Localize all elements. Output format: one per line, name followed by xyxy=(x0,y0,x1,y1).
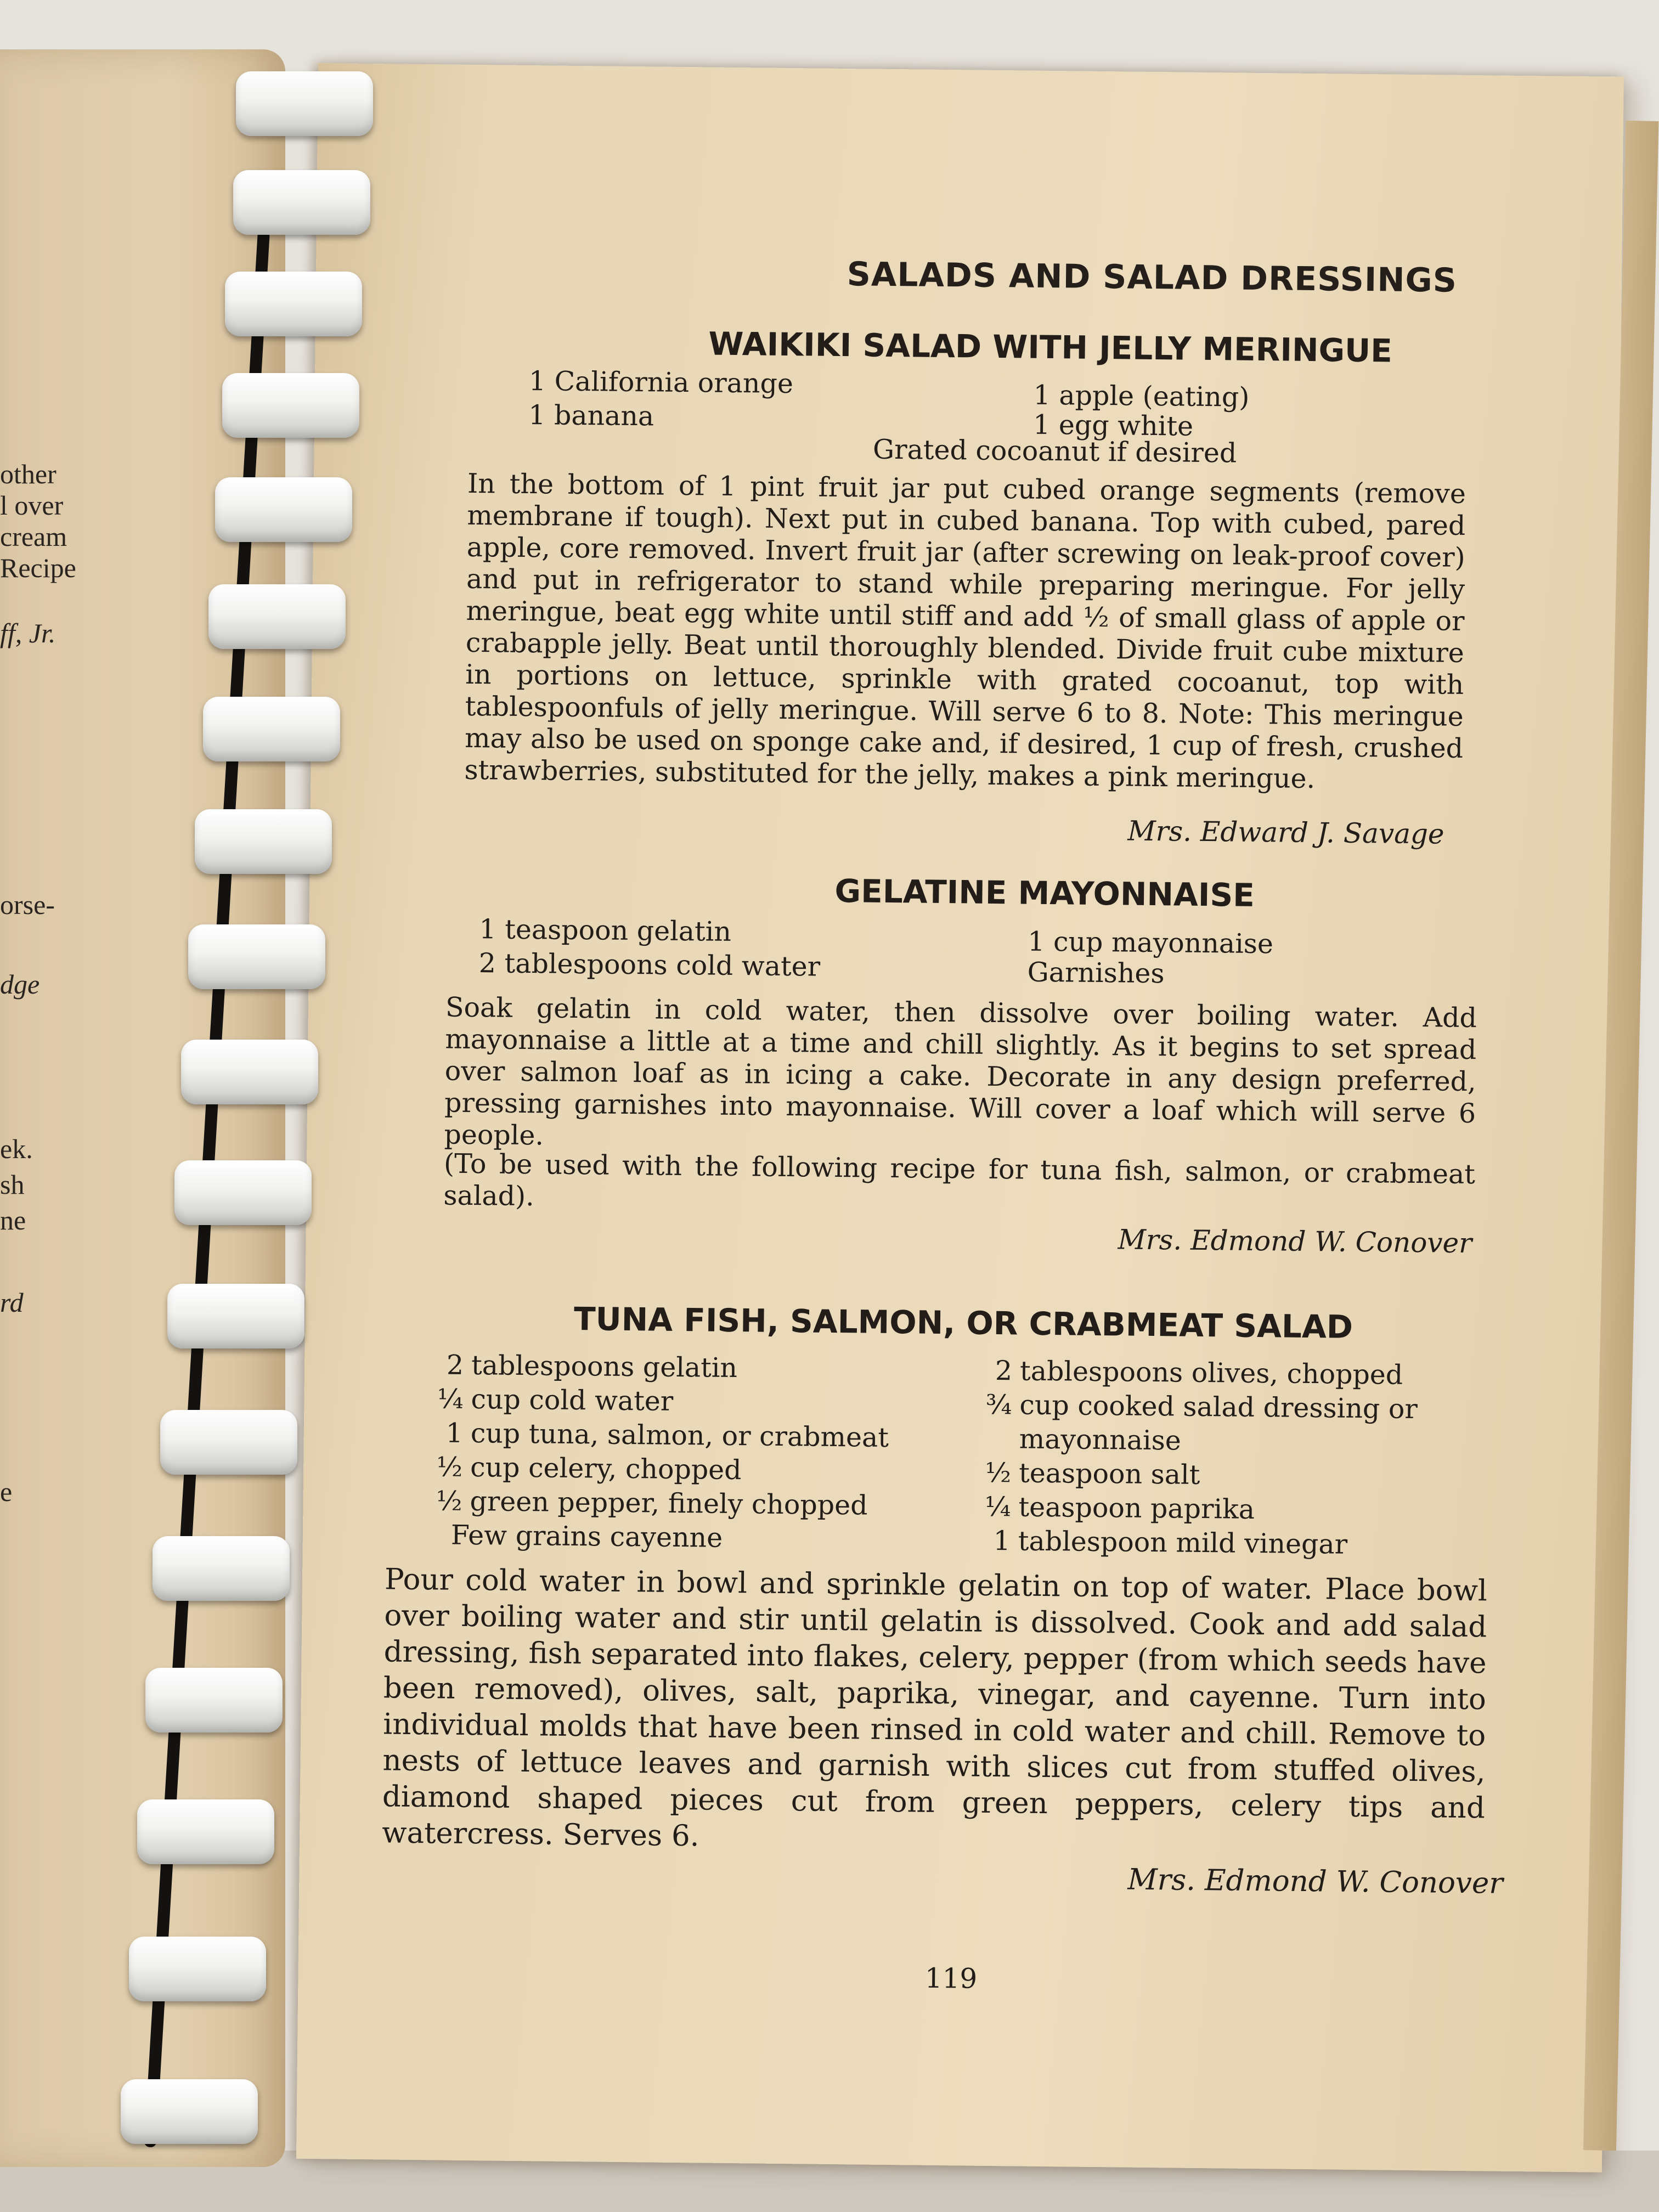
left-fragment-1: other xyxy=(0,459,57,489)
ingredients-right-gelatine xyxy=(1027,927,1273,991)
ingredient-qty: ¾ xyxy=(985,1389,1012,1421)
section-header: SALADS AND SALAD DRESSINGS xyxy=(847,255,1458,300)
ingredient-qty: ¼ xyxy=(437,1383,464,1415)
ingredients-left-gelatine xyxy=(479,912,821,984)
ingredient-qty: ½ xyxy=(436,1451,463,1483)
ingredient-line xyxy=(414,1416,889,1455)
directions-waikiki: In the bottom of 1 pint fruit jar put cubed orange segments (remove membrane if tough). Next put in cubed banana. Top with cubed, pared apple, core removed. Invert fruit jar (after screwing on leak-proof cover) and put in refrigerator to stand while preparing meringue. For jelly meringue, beat egg white until stiff and add ½ of small glass of apple or crabapple jelly. Beat until thoroughly blended. Divide fruit cube mixture in portions on lettuce, sprinkle with grated cocoanut, top with tablespoonfuls of jelly meringue. Will serve 6 to 8. Note: This meringue may also be used on sponge cake and, if desired, 1 cup of fresh, crushed strawberries, substituted for the jelly, makes a pink meringue. xyxy=(464,467,1466,795)
ingredient-line xyxy=(950,1523,1417,1562)
author-tuna: Mrs. Edmond W. Conover xyxy=(1127,1863,1503,1900)
note-gelatine: (To be used with the following recipe for tuna fish, salmon, or crabmeat salad). xyxy=(443,1148,1476,1212)
ingredient-line: 1 apple (eating) xyxy=(1033,379,1250,413)
ingredient-qty: 2 xyxy=(995,1355,1013,1387)
ingredient-item: tablespoons olives, chopped xyxy=(1019,1355,1403,1391)
page-number: 119 xyxy=(924,1962,978,1995)
ingredient-qty: ½ xyxy=(436,1485,462,1517)
ingredient-item: cup tuna, salmon, or crabmeat xyxy=(470,1418,889,1454)
ingredient-optional-waikiki: Grated cocoanut if desired xyxy=(872,433,1237,469)
ingredient-item: cup cooked salad dressing or xyxy=(1019,1389,1418,1425)
ingredient-line xyxy=(414,1382,889,1421)
ingredients-left-tuna xyxy=(413,1348,890,1557)
ingredient-item: cup celery, chopped xyxy=(470,1452,742,1486)
directions-tuna: Pour cold water in bowl and sprinkle gelatin on top of water. Place bowl over boiling water and stir until gelatin is dissolved. Cook and add salad dressing, fish separated into flakes, celery, pepper (from which seeds have been removed), olives, salt, paprika, vinegar, and cayenne. Turn into individual molds that have been rinsed in cold water and chill. Remove to nests of lettuce leaves and garnish with slices cut from stuffed olives, diamond shaped pieces cut from green peppers, celery tips and watercress. Serves 6. xyxy=(381,1562,1488,1853)
ingredient-item: teaspoon paprika xyxy=(1018,1491,1255,1526)
ingredients-right-waikiki xyxy=(1033,381,1250,442)
ingredient-item: mayonnaise xyxy=(1019,1423,1182,1457)
ingredient-line: 1 egg white xyxy=(1032,409,1194,442)
left-fragment-8: ek. xyxy=(0,1133,33,1164)
ingredient-line xyxy=(952,1353,1418,1392)
ingredient-item: tablespoon mild vinegar xyxy=(1018,1525,1348,1560)
ingredients-left-waikiki xyxy=(528,364,793,435)
author-gelatine: Mrs. Edmond W. Conover xyxy=(1118,1223,1472,1260)
left-fragment-3: cream xyxy=(0,521,67,552)
ingredient-line xyxy=(413,1450,889,1489)
ingredient-item: Few grains cayenne xyxy=(450,1519,723,1554)
ingredient-qty: 2 xyxy=(446,1349,464,1381)
left-page xyxy=(0,49,285,2167)
ingredient-line: 1 banana xyxy=(528,399,654,432)
ingredients-right-tuna xyxy=(950,1353,1418,1562)
ingredient-line xyxy=(951,1387,1418,1426)
ingredient-line xyxy=(950,1489,1417,1528)
ingredient-qty xyxy=(951,1421,1019,1456)
left-fragment-11: rd xyxy=(0,1287,24,1318)
left-fragment-2: l over xyxy=(0,490,64,521)
ingredient-line: 1 teaspoon gelatin xyxy=(479,913,732,947)
right-page xyxy=(296,63,1624,2172)
left-fragment-9: sh xyxy=(0,1169,25,1200)
ingredient-item: green pepper, finely chopped xyxy=(470,1486,868,1521)
directions-gelatine: Soak gelatin in cold water, then dissolve over boiling water. Add mayonnaise a little at a time and chill slightly. As it begins to set spread over salmon loaf as in icing a cake. Decorate in any design preferred, pressing garnishes into mayonnaise. Will cover a loaf which will serve 6 people. xyxy=(444,991,1477,1152)
left-page-text-fragments xyxy=(0,49,285,2167)
ingredient-line: 1 California orange xyxy=(528,365,794,400)
recipe-title-gelatine-mayonnaise: GELATINE MAYONNAISE xyxy=(834,872,1255,914)
ingredient-line: 2 tablespoons cold water xyxy=(478,947,821,983)
left-fragment-4: Recipe xyxy=(0,552,76,583)
left-fragment-10: ne xyxy=(0,1205,26,1235)
ingredient-qty: 1 xyxy=(993,1525,1011,1557)
left-fragment-5: ff, Jr. xyxy=(0,618,56,648)
ingredient-line: 1 cup mayonnaise xyxy=(1028,926,1274,960)
ingredient-line xyxy=(413,1484,888,1523)
ingredient-item: tablespoons gelatin xyxy=(471,1350,738,1384)
ingredient-line xyxy=(414,1348,890,1387)
author-waikiki: Mrs. Edward J. Savage xyxy=(1127,815,1444,850)
ingredient-qty: ¼ xyxy=(984,1491,1011,1523)
ingredient-item: teaspoon salt xyxy=(1018,1457,1200,1491)
recipe-title-waikiki: WAIKIKI SALAD WITH JELLY MERINGUE xyxy=(708,325,1393,370)
ingredient-line xyxy=(413,1518,888,1557)
ingredient-item: cup cold water xyxy=(471,1384,674,1417)
ingredient-qty: ½ xyxy=(985,1457,1012,1489)
ingredient-line xyxy=(951,1455,1417,1494)
ingredient-qty: 1 xyxy=(445,1417,464,1449)
ingredient-line: Garnishes xyxy=(1027,956,1165,990)
page-content xyxy=(296,63,1624,2172)
left-fragment-12: e xyxy=(0,1476,13,1507)
ingredient-line xyxy=(951,1421,1417,1460)
recipe-title-tuna-salad: TUNA FISH, SALMON, OR CRABMEAT SALAD xyxy=(573,1300,1353,1346)
left-fragment-6: orse- xyxy=(0,889,55,920)
left-fragment-7: dge xyxy=(0,969,40,1000)
